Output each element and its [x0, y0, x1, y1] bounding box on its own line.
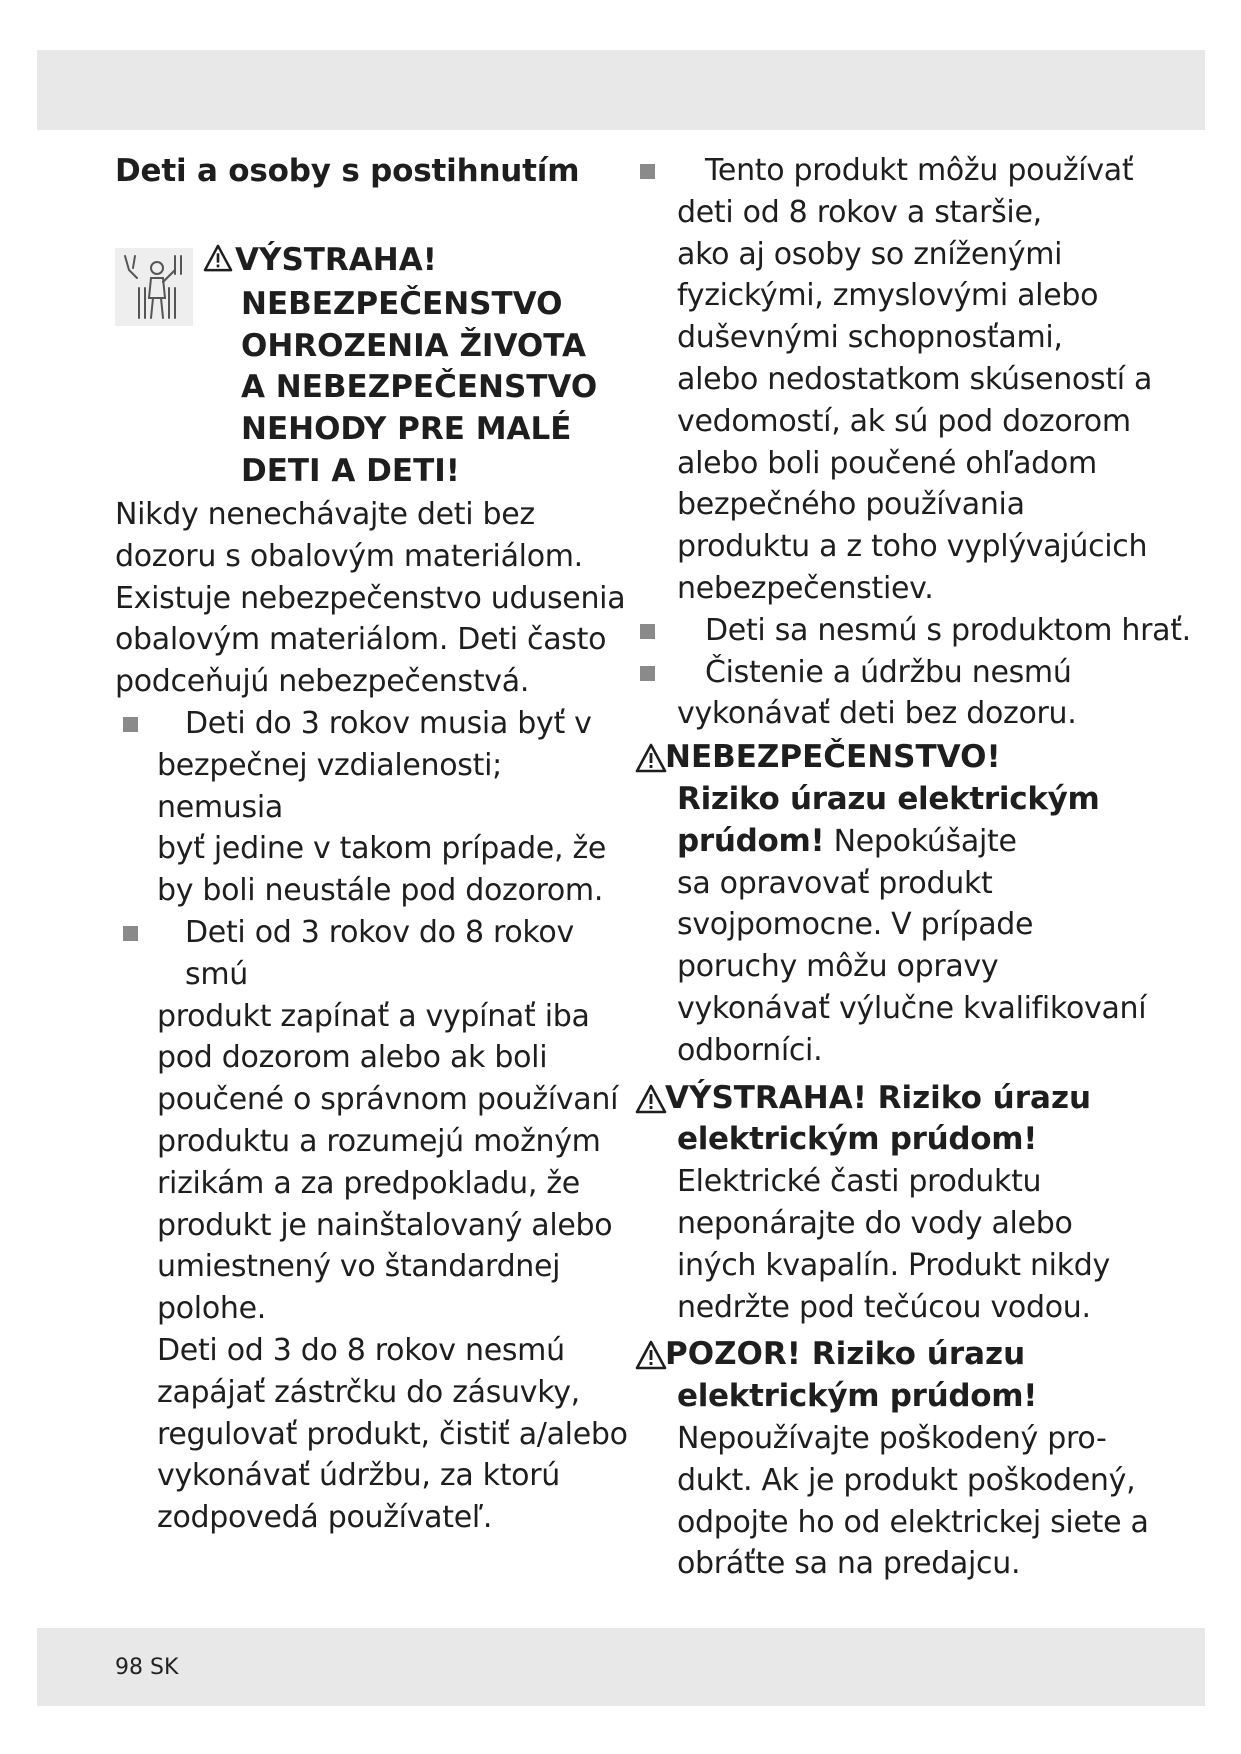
intro-paragraph: Nikdy nenechávajte deti bez dozoru s obalovým materiálom. Existuje nebezpečenstvo udusenia obalovým materiálom. Deti často podceňujú nebezpečenstvá. — [115, 497, 626, 700]
warning-line: NEHODY PRE MALÉ — [241, 411, 572, 448]
hazard-bold-line: elektrickým prúdom! — [677, 1121, 1038, 1158]
hazard-block-electric-repair: NEBEZPEČENSTVO! Riziko úrazu elektrickým prúdom! Nepokúšajte sa opravovať produkt svojpomocne. V prípade poruchy môžu opravy vykonávať výlučne kvalifikovaní odborníci. — [635, 737, 1165, 1071]
warning-triangle-icon — [203, 242, 235, 284]
warning-triangle-icon — [635, 743, 667, 773]
hazard-title: VÝSTRAHA! Riziko úrazu — [665, 1079, 1092, 1116]
warning-triangle-icon — [635, 1340, 667, 1370]
section-heading: Deti a osoby s postihnutím — [115, 153, 580, 189]
bullet-square-icon — [640, 666, 655, 681]
right-column — [635, 150, 1191, 1585]
bullet-square-icon — [640, 624, 655, 639]
warning-line: DETI A DETI! — [241, 452, 460, 489]
hazard-title: NEBEZPEČENSTVO! — [665, 739, 1001, 776]
child-warning-text — [203, 240, 643, 493]
left-column — [115, 150, 635, 1539]
hazard-block-electric-water: VÝSTRAHA! Riziko úrazu elektrickým prúdom! Elektrické časti produktu neponárajte do vody alebo iných kvapalín. Produkt nikdy nedržte pod tečúcou vodou. — [635, 1078, 1165, 1329]
bullet-square-icon — [123, 717, 138, 732]
bullet-square-icon — [640, 164, 655, 179]
warning-triangle-icon — [635, 1084, 667, 1114]
list-item: Deti sa nesmú s produktom hrať. — [635, 610, 1165, 652]
list-item: Tento produkt môžu používať deti od 8 rokov a staršie, ako aj osoby so zníženými fyzickými, zmyslovými alebo duševnými schopnosťami, alebo nedostatkom skúseností a vedomostí, ak sú pod dozorom alebo boli poučené ohľadom bezpečného používania produktu a z toho vyplývajúcich nebezpečenstiev. — [635, 150, 1165, 610]
footer-band — [37, 1628, 1205, 1706]
warning-title: VÝSTRAHA! — [203, 240, 643, 284]
hazard-bold-line: elektrickým prúdom! — [677, 1378, 1038, 1415]
header-band — [37, 50, 1205, 130]
hazard-bold-line: Riziko úrazu elektrickým — [677, 780, 1100, 817]
warning-line: OHROZENIA ŽIVOTA — [241, 327, 586, 364]
hazard-title: POZOR! Riziko úrazu — [665, 1336, 1026, 1373]
list-item: Deti od 3 rokov do 8 rokov smú produkt zapínať a vypínať iba pod dozorom alebo ak boli poučené o správnom používaní produktu a rozumejú možným rizikám a za predpokladu, že produkt je nainštalovaný alebo umiestnený vo štandardnej polohe. Deti od 3 do 8 rokov nesmú zapájať zástrčku do zásuvky, regulovať produkt, čistiť a/alebo vykonávať údržbu, za ktorú zodpovedá používateľ. — [115, 912, 635, 1539]
page-number: 98 SK — [115, 1655, 179, 1680]
list-item: Čistenie a údržbu nesmú vykonávať deti bez dozoru. — [635, 652, 1165, 736]
list-item: Deti do 3 rokov musia byť v bezpečnej vzdialenosti; nemusia byť jedine v takom prípade, že by boli neustále pod dozorom. — [115, 703, 635, 912]
warning-line: NEBEZPEČENSTVO — [241, 285, 563, 322]
warning-line: A NEBEZPEČENSTVO — [241, 369, 598, 406]
child-warning-block — [115, 192, 635, 489]
bullet-square-icon — [123, 926, 138, 941]
hazard-block-damaged-product: POZOR! Riziko úrazu elektrickým prúdom! Nepoužívajte poškodený pro- dukt. Ak je produkt poškodený, odpojte ho od elektrickej siete a obráťte sa na predajcu. — [635, 1334, 1165, 1585]
child-hazard-pictogram-icon — [115, 248, 193, 326]
